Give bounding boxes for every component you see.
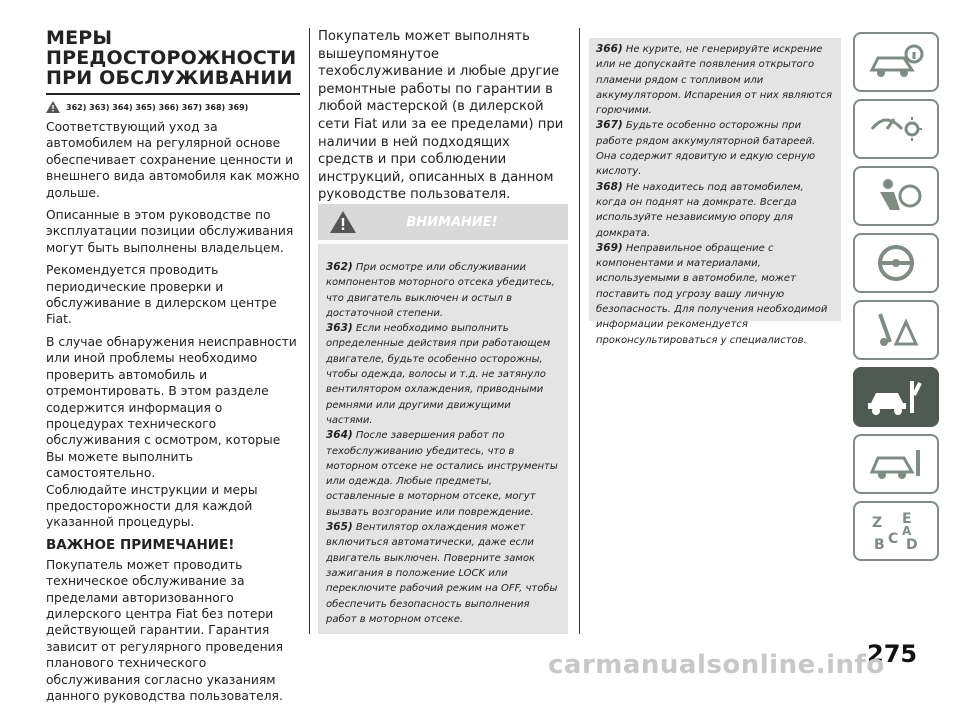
warning-item [326, 520, 560, 627]
warning-item [596, 118, 833, 179]
warning-text: Не курите, не генерируйте искрение или не допускайте появления открытого пламени рядом с топливом или аккумулятором. Испарения от них являются горючими. [596, 44, 833, 117]
tab-car-info[interactable] [853, 32, 939, 92]
svg-text:A: A [902, 524, 912, 538]
warning-triangle-icon [46, 101, 60, 113]
title-line-2: ПРЕДОСТОРОЖНОСТИ [46, 47, 297, 69]
steering-wheel-icon [866, 241, 926, 285]
page-number: 275 [867, 640, 918, 668]
svg-text:Z: Z [872, 515, 883, 531]
airbag-safety-icon [866, 174, 926, 218]
warning-item [596, 241, 833, 348]
refs-text: 362) 363) 364) 365) 366) 367) 368) 369) [66, 102, 249, 112]
language-index-icon [866, 509, 926, 553]
dashboard-lights-icon [866, 107, 926, 151]
intro-text: Покупатель может выполнять вышеупомянутое техобслуживание и любые другие ремонтные работы по гарантии в любой мастерской (в дилерской сети Fiat или за ее пределами) при наличии в ней подходящих средств и при соблюдении инструкций, описанных в данном руководстве пользователя. [318, 29, 564, 203]
warning-box [318, 244, 568, 634]
warning-num: 365) [326, 521, 353, 534]
svg-text:D: D [906, 537, 918, 553]
warning-text: Не находитесь под автомобилем, когда он поднят на домкрате. Всегда используйте независимую опору для домкрата. [596, 181, 804, 239]
car-specs-icon [866, 442, 926, 486]
note-text: Покупатель может проводить техническое обслуживание за пределами авторизованного дилерского центра Fiat без потери действующей гарантии. Гарантия зависит от регулярного проведения планового технического обслуживания согласно указаниям данного руководства пользователя. [46, 557, 284, 703]
tab-dashboard-lights[interactable] [853, 99, 939, 159]
paragraph: Соответствующий уход за автомобилем на регулярной основе обеспечивает сохранение ценности и внешнего вида автомобиля как можно дольше. [46, 120, 300, 200]
paragraph: Соблюдайте инструкции и меры предосторожности для каждой указанной процедуры. [46, 482, 258, 530]
warning-item [326, 321, 560, 428]
warning-num: 363) [326, 322, 353, 335]
paragraph: Рекомендуется проводить периодические проверки и обслуживание в дилерском центре Fiat. [46, 263, 277, 327]
warning-item [326, 428, 560, 520]
watermark: carmanualsonline.info [548, 650, 885, 680]
svg-text:B: B [874, 537, 885, 553]
warning-num: 362) [326, 261, 353, 273]
svg-text:E: E [902, 511, 912, 527]
warning-num: 367) [596, 119, 623, 132]
warning-text: После завершения работ по техобслуживанию убедитесь, что в моторном отсеке не остались инструменты или одежда. Любые предметы, оставленные в моторном отсеке, могут вызвать возгорание или повреждение. [326, 430, 558, 518]
warning-text: Вентилятор охлаждения может включиться автоматически, даже если двигатель выключен. Поверните замок зажигания в положение LOCK или переключите рабочий режим на OFF, чтобы обеспечить безопасность выполнения работ в моторном отсеке. [326, 522, 558, 625]
warning-num: 369) [596, 241, 623, 254]
tab-maintenance[interactable] [853, 367, 939, 427]
warning-text: Неправильное обращение с компонентами и материалами, используемыми в автомобиле, может поставить под угрозу вашу личную безопасность. Для получения необходимой информации рекомендуется проконсультироваться у специалистов. [596, 242, 828, 346]
svg-text:C: C [888, 531, 899, 547]
column-divider [579, 28, 580, 634]
paragraph: Описанные в этом руководстве по эксплуатации позиции обслуживания могут быть выполнены владельцем. [46, 208, 294, 255]
warning-num: 364) [326, 429, 353, 442]
note-heading: ВАЖНОЕ ПРИМЕЧАНИЕ! [46, 536, 235, 553]
warning-title: ВНИМАНИЕ! [406, 214, 498, 230]
warning-header [318, 204, 568, 240]
chapter-tabs [853, 32, 945, 568]
warning-num: 366) [596, 43, 623, 55]
title-line-1: МЕРЫ [46, 27, 113, 49]
tab-specs[interactable] [853, 434, 939, 494]
tab-airbag-safety[interactable] [853, 166, 939, 226]
warning-item [596, 180, 833, 241]
title-divider [46, 93, 300, 95]
warning-triangle-icon [330, 211, 356, 233]
tab-steering-wheel[interactable] [853, 233, 939, 293]
warning-triangle-icon [866, 308, 926, 352]
paragraph: В случае обнаружения неисправности или иной проблемы необходимо проверить автомобиль и отремонтировать. В этом разделе содержится информация о процедурах технического обслуживания с осмотром, которые Вы можете выполнить самостоятельно. [46, 334, 297, 481]
car-maintenance-icon [866, 375, 926, 419]
column-divider [309, 28, 310, 634]
left-column [46, 28, 300, 710]
tab-index[interactable] [853, 501, 939, 561]
warning-item [596, 42, 833, 118]
warning-refs [46, 101, 300, 113]
warning-box-continued [589, 38, 841, 346]
warning-item [326, 260, 560, 321]
warning-text: Если необходимо выполнить определенные действия при работающем двигателе, будьте особенно осторожны, чтобы одежда, волосы и т.д. не затянуло вентилятором охлаждения, приводными ремнями или другими движущими частями. [326, 323, 551, 426]
middle-column [318, 28, 568, 210]
warning-num: 368) [596, 180, 623, 193]
page-title [46, 28, 300, 88]
title-line-3: ПРИ ОБСЛУЖИВАНИИ [46, 67, 293, 89]
tab-emergency[interactable] [853, 300, 939, 360]
warning-text: Будьте особенно осторожны при работе рядом аккумуляторной батареей. Она содержит ядовитую и едкую серную кислоту. [596, 120, 816, 178]
car-info-icon [866, 40, 926, 84]
warning-text: При осмотре или обслуживании компонентов моторного отсека убедитесь, что двигатель выключен и остыл в достаточной степени. [326, 262, 555, 319]
